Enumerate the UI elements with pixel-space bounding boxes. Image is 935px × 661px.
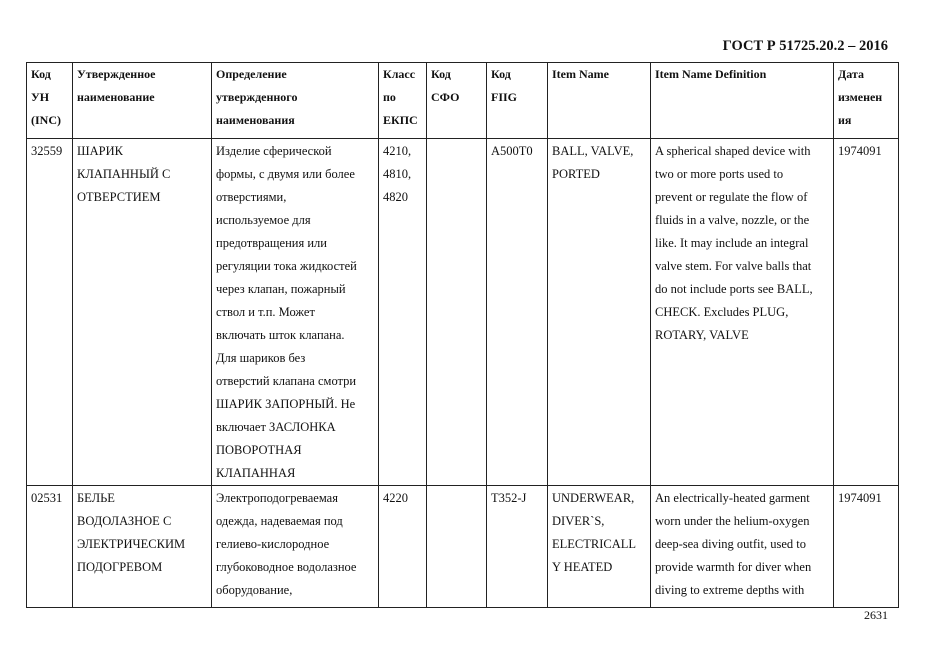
document-header: ГОСТ Р 51725.20.2 – 2016: [722, 38, 888, 54]
cell-text-line: утвержденного: [216, 90, 298, 104]
items-table: [26, 62, 899, 608]
cell-text-line: CHECK. Excludes PLUG,: [655, 305, 789, 319]
cell-text-line: гелиево-кислородное: [216, 537, 330, 551]
cell-text-line: 4210,: [383, 144, 412, 158]
cell-text-line: УН: [31, 90, 50, 104]
cell-text-line: наименования: [216, 113, 295, 127]
cell-class-ekps: [379, 139, 427, 486]
cell-text-line: оборудование,: [216, 583, 293, 597]
header-code-sfo: [427, 63, 487, 139]
cell-text-line: включать шток клапана.: [216, 328, 345, 342]
table-row: [27, 486, 899, 608]
cell-code-inc: [27, 139, 73, 486]
cell-text-line: prevent or regulate the flow of: [655, 190, 808, 204]
cell-text-line: БЕЛЬЕ: [77, 491, 115, 505]
header-item-name-definition: [651, 63, 834, 139]
cell-text-line: формы, с двумя или более: [216, 167, 355, 181]
cell-text-line: ВОДОЛАЗНОЕ С: [77, 514, 172, 528]
cell-text-line: регуляции тока жидкостей: [216, 259, 357, 273]
cell-code-fiig: [487, 139, 548, 486]
cell-text-line: PORTED: [552, 167, 600, 181]
cell-item-name: [548, 486, 651, 608]
cell-code-inc: [27, 486, 73, 608]
cell-text-line: 1974091: [838, 491, 882, 505]
cell-code-fiig: [487, 486, 548, 608]
cell-item-name: [548, 139, 651, 486]
cell-code-sfo: [427, 486, 487, 608]
cell-text-line: 4820: [383, 190, 408, 204]
cell-text-line: A500T0: [491, 144, 533, 158]
cell-item-name-definition: [651, 486, 834, 608]
table-row: [27, 139, 899, 486]
cell-change-date: [834, 486, 899, 608]
cell-definition-ru: [212, 486, 379, 608]
cell-text-line: An electrically-heated garment: [655, 491, 810, 505]
cell-text-line: Электроподогреваемая: [216, 491, 338, 505]
cell-text-line: 1974091: [838, 144, 882, 158]
cell-text-line: DIVER`S,: [552, 514, 605, 528]
cell-text-line: two or more ports used to: [655, 167, 784, 181]
header-change-date: [834, 63, 899, 139]
cell-class-ekps: [379, 486, 427, 608]
cell-text-line: наименование: [77, 90, 155, 104]
table-header-row: [27, 63, 899, 139]
cell-text-line: ШАРИК ЗАПОРНЫЙ. Не: [216, 397, 356, 411]
cell-text-line: включает ЗАСЛОНКА: [216, 420, 336, 434]
header-definition-ru: [212, 63, 379, 139]
cell-item-name-definition: [651, 139, 834, 486]
cell-text-line: через клапан, пожарный: [216, 282, 346, 296]
cell-text-line: 32559: [31, 144, 63, 158]
cell-text-line: provide warmth for diver when: [655, 560, 812, 574]
cell-text-line: 4220: [383, 491, 408, 505]
cell-text-line: like. It may include an integral: [655, 236, 809, 250]
cell-text-line: 4810,: [383, 167, 412, 181]
cell-text-line: Код: [431, 67, 451, 81]
cell-text-line: T352-J: [491, 491, 527, 505]
cell-text-line: worn under the helium-oxygen: [655, 514, 810, 528]
cell-text-line: изменен: [838, 90, 883, 104]
cell-approved-name: [73, 139, 212, 486]
cell-text-line: ПОВОРОТНАЯ: [216, 443, 302, 457]
cell-text-line: ия: [838, 113, 852, 127]
cell-text-line: 02531: [31, 491, 63, 505]
header-code-inc: [27, 63, 73, 139]
cell-text-line: Код: [491, 67, 511, 81]
header-item-name: [548, 63, 651, 139]
header-class-ekps: [379, 63, 427, 139]
cell-text-line: ЭЛЕКТРИЧЕСКИМ: [77, 537, 186, 551]
cell-text-line: ствол и т.п. Может: [216, 305, 315, 319]
header-approved-name: [73, 63, 212, 139]
cell-text-line: FIIG: [491, 90, 518, 104]
cell-text-line: ELECTRICALL: [552, 537, 637, 551]
cell-text-line: отверстиями,: [216, 190, 287, 204]
cell-text-line: ОТВЕРСТИЕМ: [77, 190, 161, 204]
cell-text-line: ЕКПС: [383, 113, 418, 127]
cell-text-line: глубоководное водолазное: [216, 560, 357, 574]
cell-text-line: ROTARY, VALVE: [655, 328, 749, 342]
cell-text-line: diving to extreme depths with: [655, 583, 805, 597]
cell-text-line: Дата: [838, 67, 864, 81]
cell-text-line: Item Name: [552, 67, 609, 81]
cell-change-date: [834, 139, 899, 486]
cell-text-line: СФО: [431, 90, 460, 104]
cell-text-line: предотвращения или: [216, 236, 327, 250]
cell-text-line: КЛАПАННАЯ: [216, 466, 296, 480]
cell-text-line: Изделие сферической: [216, 144, 332, 158]
cell-text-line: Утвержденное: [77, 67, 156, 81]
cell-text-line: BALL, VALVE,: [552, 144, 634, 158]
cell-text-line: Определение: [216, 67, 287, 81]
cell-text-line: Y HEATED: [552, 560, 613, 574]
cell-text-line: ШАРИК: [77, 144, 123, 158]
cell-text-line: valve stem. For valve balls that: [655, 259, 812, 273]
cell-approved-name: [73, 486, 212, 608]
cell-text-line: Item Name Definition: [655, 67, 767, 81]
cell-text-line: do not include ports see BALL,: [655, 282, 813, 296]
cell-code-sfo: [427, 139, 487, 486]
cell-text-line: Для шариков без: [216, 351, 306, 365]
cell-text-line: по: [383, 90, 396, 104]
cell-text-line: Класс: [383, 67, 416, 81]
cell-text-line: Код: [31, 67, 51, 81]
cell-text-line: deep-sea diving outfit, used to: [655, 537, 807, 551]
cell-text-line: UNDERWEAR,: [552, 491, 635, 505]
cell-text-line: (INC): [31, 113, 61, 127]
page-number: 2631: [864, 608, 888, 622]
cell-text-line: отверстий клапана смотри: [216, 374, 357, 388]
cell-text-line: используемое для: [216, 213, 311, 227]
cell-text-line: ПОДОГРЕВОМ: [77, 560, 163, 574]
cell-text-line: одежда, надеваемая под: [216, 514, 343, 528]
cell-text-line: КЛАПАННЫЙ С: [77, 167, 171, 181]
header-code-fiig: [487, 63, 548, 139]
cell-text-line: A spherical shaped device with: [655, 144, 811, 158]
cell-definition-ru: [212, 139, 379, 486]
cell-text-line: fluids in a valve, nozzle, or the: [655, 213, 810, 227]
